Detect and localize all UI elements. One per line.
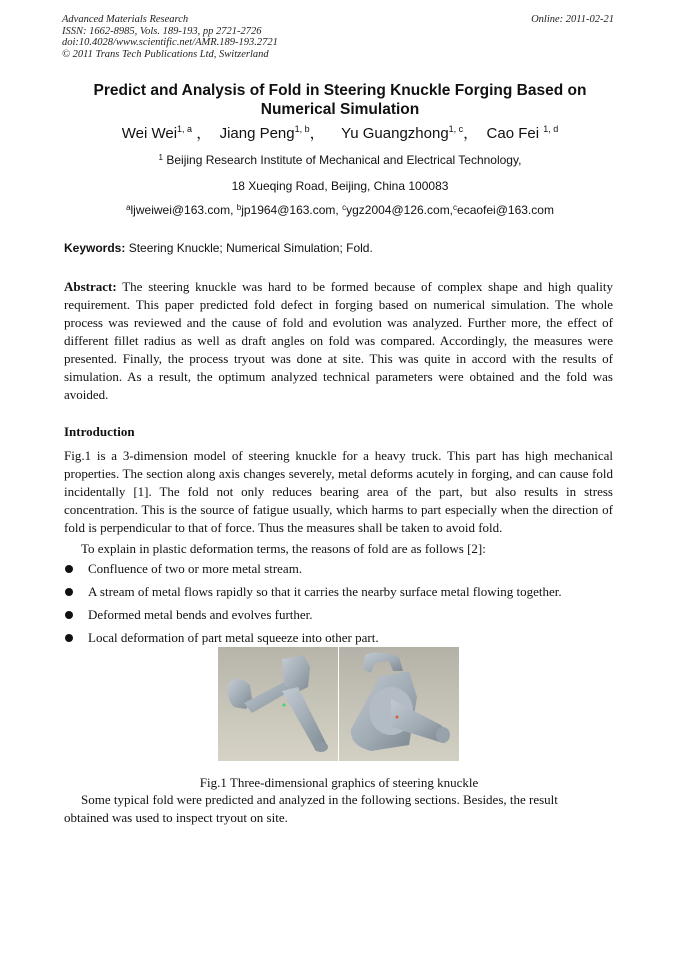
bullet-icon [65, 634, 73, 642]
list-item: Confluence of two or more metal stream. [64, 560, 562, 583]
reasons-intro: To explain in plastic deformation terms, the reasons of fold are as follows [2]: [81, 541, 486, 556]
knuckle-render-left [218, 647, 338, 761]
email-link[interactable]: ygz2004@126.com, [346, 203, 454, 217]
author: Yu Guangzhong$^{1, c}$， [341, 124, 479, 142]
author: Wei Wei$^{1, a}$ ， [121, 124, 212, 142]
online-date: Online: 2011-02-21 [531, 14, 614, 25]
list-item: Local deformation of part metal squeeze into other part. [64, 629, 562, 652]
steering-knuckle-image [218, 647, 338, 761]
author-list [60, 122, 620, 143]
email-list: $^a$ljweiwei@163.com, $^b$jp1964@163.com, $^c$ygz2004@126.com,$^c$ecaofei@163.com [126, 203, 554, 217]
issn-line: ISSN: 1662-8985, Vols. 189-193, pp 2721-2726 [62, 25, 262, 37]
email-link[interactable]: ecaofei@163.com [457, 203, 554, 217]
steering-knuckle-image [339, 647, 459, 761]
email-link[interactable]: ljweiwei@163.com, [130, 203, 237, 217]
bullet-icon [65, 611, 73, 619]
doi-line: doi:10.4028/www.scientific.net/AMR.189-193.2721 [62, 37, 278, 48]
reasons-list [64, 560, 562, 652]
section-heading-introduction: Introduction [64, 424, 135, 439]
closing-paragraph [64, 791, 613, 827]
abstract-label: Abstract: [64, 279, 117, 294]
journal-name: Advanced Materials Research [62, 14, 189, 25]
bullet-icon [65, 565, 73, 573]
paper-title [60, 81, 620, 119]
intro-paragraph: Fig.1 is a 3-dimension model of steering knuckle for a heavy truck. This part has high mechanical properties. The section along axis changes severely, metal deforms acutely in forging, and can cause fold incidentally [1]. The fold not only reduces bearing area of the part, but also results in stress concentration. This is the source of fatigue usually, which harms to part especially when the direction of fold is perpendicular to that of force. Thus the measures shall be taken to avoid fold. [64, 448, 613, 535]
abstract [64, 278, 613, 404]
keywords-text: Steering Knuckle; Numerical Simulation; Fold. [125, 241, 373, 255]
list-item: A stream of metal flows rapidly so that it carries the nearby surface metal flowing together. [64, 583, 562, 606]
address: 18 Xueqing Road, Beijing, China 100083 [231, 179, 449, 193]
title-line-1: Predict and Analysis of Fold in Steering Knuckle Forging Based on [93, 82, 587, 99]
keywords [64, 241, 373, 255]
knuckle-render-right [339, 647, 459, 761]
bullet-icon [65, 588, 73, 596]
title-line-2: Numerical Simulation [260, 101, 420, 118]
journal-header [62, 14, 278, 60]
keywords-label: Keywords: [64, 241, 126, 255]
abstract-text: The steering knuckle was hard to be formed because of complex shape and high quality requirement. This paper predicted fold defect in forging based on numerical simulation. The whole process was reviewed and the cause of fold and evolution was analyzed. Further more, the effect of different fillet radius as well as draft angles on fold was compared. Accordingly, the measures were presented. Finally, the process tryout was done at site. This was quite in accord with the results of simulation. As a result, the optimum analyzed technical parameters were obtained and the fold was avoided. [64, 279, 613, 402]
figure-caption: Fig.1 Three-dimensional graphics of steering knuckle [199, 775, 479, 790]
closing-line-1: Some typical fold were predicted and analyzed in the following sections. Besides, the result [81, 792, 558, 807]
closing-line-2: obtained was used to inspect tryout on site. [64, 810, 288, 825]
affiliation: $^1$ Beijing Research Institute of Mechanical and Electrical Technology, [158, 153, 522, 167]
copyright-line: © 2011 Trans Tech Publications Ltd, Switzerland [62, 48, 269, 60]
figure-1 [218, 647, 459, 761]
author: Jiang Peng$^{1, b}$， [219, 124, 325, 142]
list-item: Deformed metal bends and evolves further. [64, 606, 562, 629]
email-link[interactable]: jp1964@163.com, [241, 203, 343, 217]
author: Cao Fei $^{1, d}$ [486, 124, 559, 142]
